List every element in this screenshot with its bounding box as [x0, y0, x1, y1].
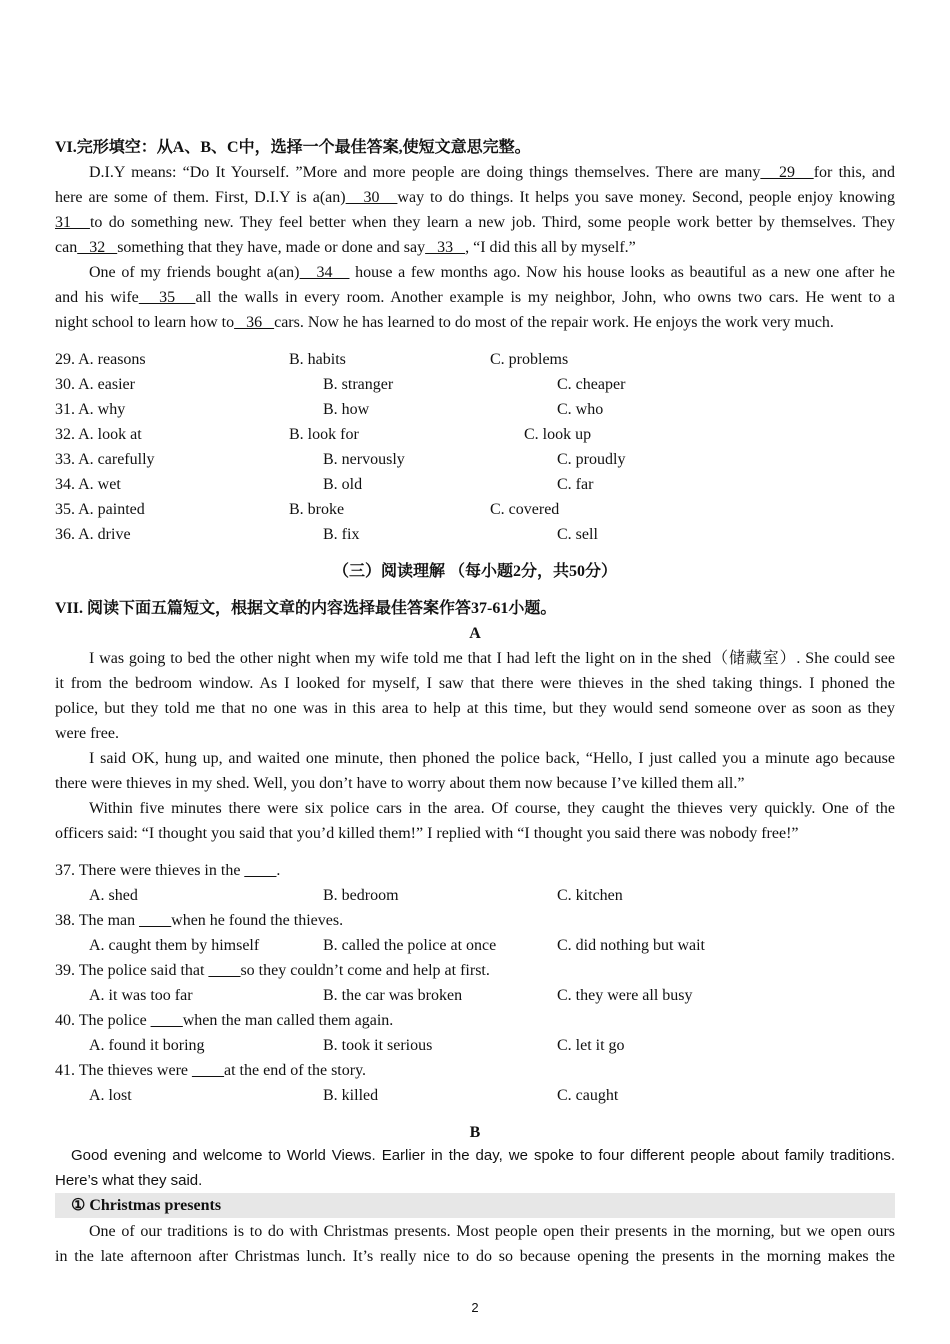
question-stem: 38. The man ____when he found the thieves. [55, 912, 344, 929]
option-c: C. covered [490, 501, 560, 518]
paragraph-line: Here’s what they said. [55, 1172, 203, 1189]
blank-32: 32 [77, 239, 118, 256]
blank-36: 36 [234, 314, 275, 331]
blank-35: 35 [138, 289, 196, 306]
paragraph-line: Good evening and welcome to World Views. Earlier in the day, we spoke to four different people about family traditions. [71, 1147, 895, 1164]
option-a: A. shed [89, 887, 138, 904]
blank-29: 29 [760, 164, 814, 181]
option-a: 30. A. easier [55, 376, 135, 393]
option-a: 29. A. reasons [55, 351, 146, 368]
paragraph-line: 31 to do something new. They feel better when they learn a new job. Third, some people work better by themselves. They [55, 214, 896, 231]
paragraph-line: were free. [55, 725, 119, 742]
option-c: C. let it go [557, 1037, 625, 1054]
paragraph-line: there were thieves in my shed. Well, you don’t have to worry about them now because I’ve killed them all.” [55, 775, 745, 792]
option-b: B. nervously [323, 451, 405, 468]
option-b: B. killed [323, 1087, 379, 1104]
paragraph-line: One of my friends bought a(an) 34 house a few months ago. Now his house looks as beautiful as a new one after he [89, 264, 896, 281]
blank-34: 34 [299, 264, 350, 281]
option-a: A. it was too far [89, 987, 193, 1004]
option-b: B. look for [289, 426, 359, 443]
option-a: 34. A. wet [55, 476, 121, 493]
option-a: A. found it boring [89, 1037, 205, 1054]
paragraph-line: D.I.Y means: “Do It Yourself. ”More and more people are doing things themselves. There are many 29 for this, and [89, 164, 896, 181]
option-a: 31. A. why [55, 401, 126, 418]
option-b: B. fix [323, 526, 360, 543]
paragraph-line: police, but they told me that no one was in this area to help at this time, but they would send someone over as soon as they [55, 700, 895, 717]
option-c: C. sell [557, 526, 598, 543]
question-stem: 37. There were thieves in the ____. [55, 862, 281, 879]
question-stem: 41. The thieves were ____at the end of the story. [55, 1062, 367, 1079]
paragraph-line: night school to learn how to 36 cars. Now he has learned to do most of the repair work. He enjoys the work very much. [55, 314, 834, 331]
option-a: 32. A. look at [55, 426, 142, 443]
question-stem: 39. The police said that ____so they couldn’t come and help at first. [55, 962, 490, 979]
section-heading: VII. 阅读下面五篇短文，根据文章的内容选择最佳答案作答37-61小题。 [55, 600, 557, 617]
option-a: 35. A. painted [55, 501, 145, 518]
option-c: C. cheaper [557, 376, 626, 393]
paragraph-line: it from the bedroom window. As I looked for myself, I saw that there were thieves in the shed taking things. I phoned the [55, 675, 895, 692]
paragraph-line: I was going to bed the other night when my wife told me that I had left the light on in the shed（储藏室）. She could see [89, 650, 895, 667]
option-a: A. lost [89, 1087, 132, 1104]
question-stem: 40. The police ____when the man called them again. [55, 1012, 394, 1029]
section-heading: VI.完形填空：从A、B、C中，选择一个最佳答案,使短文意思完整。 [55, 139, 531, 156]
paragraph-line: in the late afternoon after Christmas lunch. It’s really nice to do so because opening the presents in the morning makes the [55, 1248, 895, 1265]
part-title: （三）阅读理解 （每小题2分，共50分） [332, 563, 617, 580]
paragraph-line: I said OK, hung up, and waited one minute, then phoned the police back, “Hello, I just called you a minute ago because [89, 750, 895, 767]
option-c: C. look up [524, 426, 592, 443]
item-title: ① Christmas presents [71, 1197, 222, 1214]
blank-31: 31 [55, 214, 90, 231]
option-c: C. problems [490, 351, 569, 368]
option-b: B. bedroom [323, 887, 399, 904]
option-c: C. caught [557, 1087, 619, 1104]
paragraph-line: and his wife 35 all the walls in every room. Another example is my neighbor, John, who owns two cars. He went to a [55, 289, 896, 306]
passage-label-b: B [469, 1124, 481, 1141]
option-a: A. caught them by himself [89, 937, 260, 954]
paragraph-line: Within five minutes there were six police cars in the area. Of course, they caught the thieves very quickly. One of the [89, 800, 895, 817]
option-b: B. took it serious [323, 1037, 433, 1054]
option-c: C. proudly [557, 451, 626, 468]
option-b: B. stranger [323, 376, 394, 393]
blank-33: 33 [425, 239, 466, 256]
option-b: B. old [323, 476, 363, 493]
paragraph-line: here are some of them. First, D.I.Y is a(an) 30 way to do things. It helps you save money. Second, people enjoy knowing [55, 189, 896, 206]
option-a: 36. A. drive [55, 526, 131, 543]
page-number: 2 [471, 1300, 479, 1315]
option-c: C. far [557, 476, 594, 493]
paragraph-line: One of our traditions is to do with Christmas presents. Most people open their presents in the morning, but we open ours [89, 1223, 895, 1240]
option-b: B. the car was broken [323, 987, 463, 1004]
option-c: C. they were all busy [557, 987, 693, 1004]
paragraph-line: officers said: “I thought you said that you’d killed them!” I replied with “I thought you said there was nobody free!” [55, 825, 799, 842]
option-a: 33. A. carefully [55, 451, 155, 468]
passage-label-a: A [469, 625, 481, 642]
option-b: B. how [323, 401, 370, 418]
option-c: C. kitchen [557, 887, 623, 904]
paragraph-line: can 32 something that they have, made or done and say 33 , “I did this all by myself.” [55, 239, 636, 256]
option-b: B. broke [289, 501, 345, 518]
option-c: C. who [557, 401, 604, 418]
option-b: B. habits [289, 351, 346, 368]
option-c: C. did nothing but wait [557, 937, 705, 954]
option-b: B. called the police at once [323, 937, 497, 954]
blank-30: 30 [345, 189, 398, 206]
